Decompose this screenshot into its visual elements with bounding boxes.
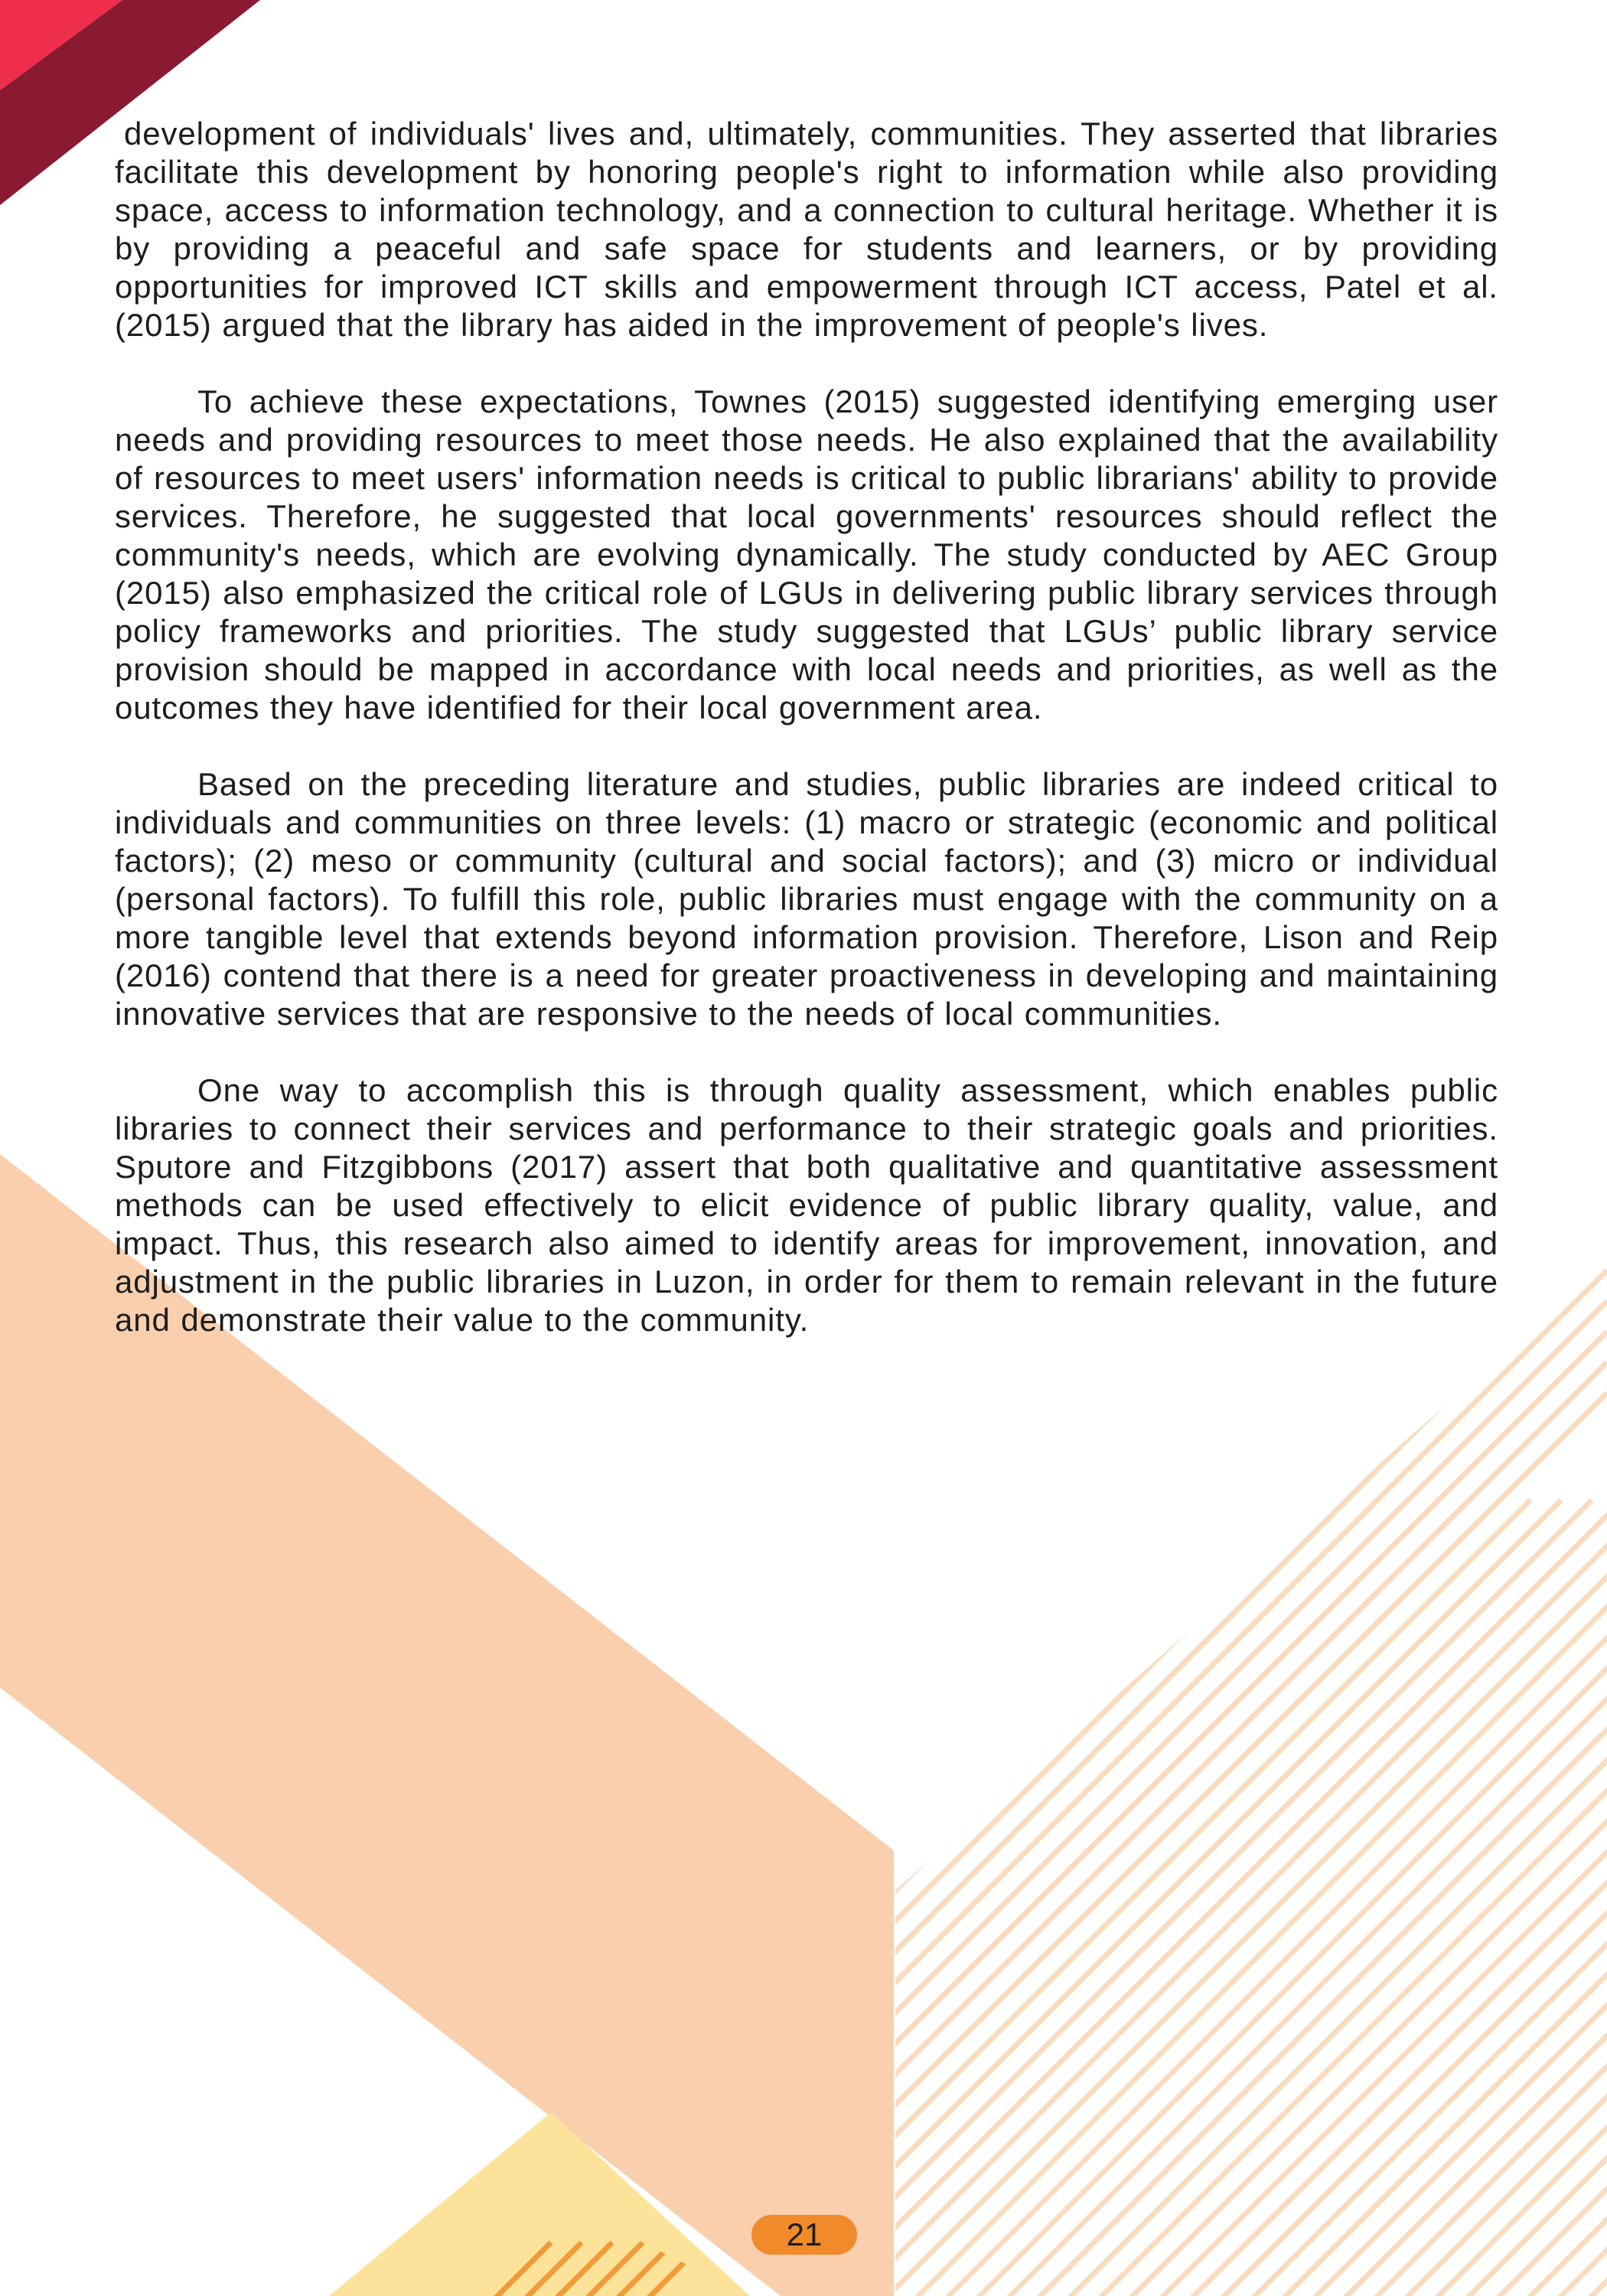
page-number-badge: [751, 2215, 857, 2255]
paragraph-2: To achieve these expectations, Townes (2015) suggested identifying emerging user needs and providing resources to meet those needs. He also explained that the availability of resources to meet users' information needs is critical to public librarians' ability to provide services. Therefore, he suggested that local governments' resources should reflect the community's needs, which are evolving dynamically. The study conducted by AEC Group (2015) also emphasized the critical role of LGUs in delivering public library services through policy frameworks and priorities. The study suggested that LGUs’ public library service provision should be mapped in accordance with local needs and priorities, as well as the outcomes they have identified for their local government area.: [115, 383, 1498, 726]
document-body: [115, 115, 1498, 1378]
paragraph-1: development of individuals' lives and, ultimately, communities. They asserted that libraries facilitate this development by honoring people's right to information while also providing space, access to information technology, and a connection to cultural heritage. Whether it is by providing a peaceful and safe space for students and learners, or by providing opportunities for improved ICT skills and empowerment through ICT access, Patel et al. (2015) argued that the library has aided in the improvement of people's lives.: [115, 116, 1498, 343]
paragraph-3: Based on the preceding literature and studies, public libraries are indeed critical to individuals and communities on three levels: (1) macro or strategic (economic and political factors); (2) meso or community (cultural and social factors); and (3) micro or individual (personal factors). To fulfill this role, public libraries must engage with the community on a more tangible level that extends beyond information provision. Therefore, Lison and Reip (2016) contend that there is a need for greater proactiveness in developing and maintaining innovative services that are responsive to the needs of local communities.: [115, 766, 1498, 1032]
page-number: 21: [786, 2216, 823, 2252]
paragraph-4: One way to accomplish this is through quality assessment, which enables public libraries to connect their services and performance to their strategic goals and priorities. Sputore and Fitzgibbons (2017) assert that both qualitative and quantitative assessment methods can be used effectively to elicit evidence of public library quality, value, and impact. Thus, this research also aimed to identify areas for improvement, innovation, and adjustment in the public libraries in Luzon, in order for them to remain relevant in the future and demonstrate their value to the community.: [115, 1072, 1498, 1338]
